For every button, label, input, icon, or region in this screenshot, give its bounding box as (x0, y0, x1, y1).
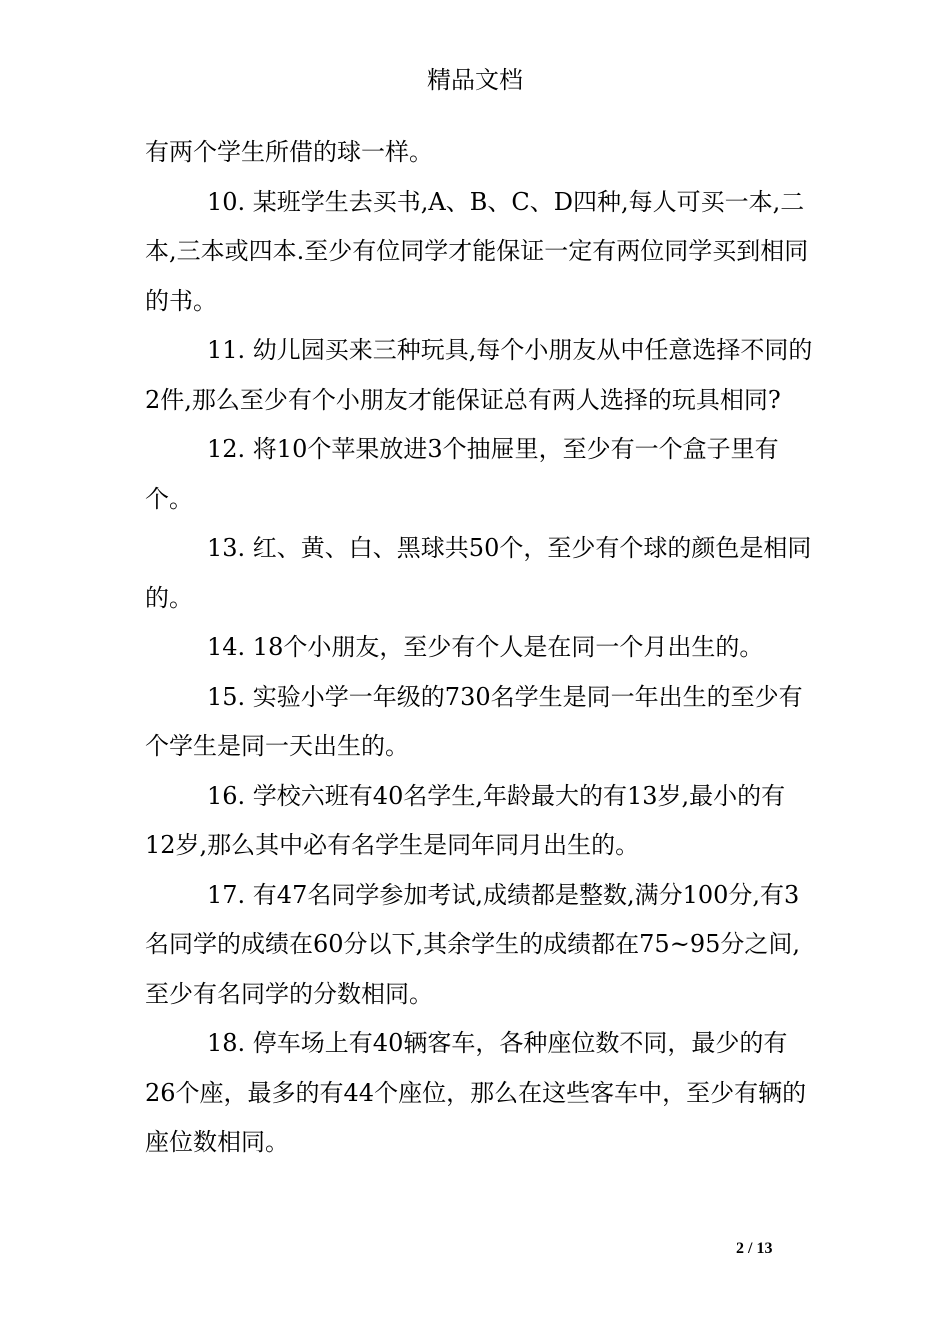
question-16: 16. 学校六班有40名学生,年龄最大的有13岁,最小的有12岁,那么其中必有名学生是同年同月出生的。 (145, 781, 786, 859)
question-10: 10. 某班学生去买书,A、B、C、D四种,每人可买一本,二本,三本或四本.至少有位同学才能保证一定有两位同学买到相同的书。 (145, 187, 809, 315)
page-number: 2 / 13 (736, 1240, 773, 1257)
question-15: 15. 实验小学一年级的730名学生是同一年出生的至少有个学生是同一天出生的。 (145, 682, 803, 760)
page-header: 精品文档 (427, 66, 523, 94)
question-17: 17. 有47名同学参加考试,成绩都是整数,满分100分,有3名同学的成绩在60分以下,其余学生的成绩都在75~95分之间,至少有名同学的分数相同。 (145, 880, 800, 1008)
question-18: 18. 停车场上有40辆客车，各种座位数不同，最少的有26个座，最多的有44个座位，那么在这些客车中，至少有辆的座位数相同。 (145, 1029, 807, 1156)
question-14: 14. 18个小朋友，至少有个人是在同一个月出生的。 (207, 633, 764, 661)
question-11: 11. 幼儿园买来三种玩具,每个小朋友从中任意选择不同的2件,那么至少有个小朋友才能保证总有两人选择的玩具相同? (145, 336, 813, 414)
document-body (145, 128, 813, 1168)
question-12: 12. 将10个苹果放进3个抽屉里，至少有一个盒子里有个。 (145, 435, 779, 513)
question-13: 13. 红、黄、白、黑球共50个，至少有个球的颜色是相同的。 (145, 534, 812, 612)
paragraph-continuation: 有两个学生所借的球一样。 (145, 138, 433, 166)
